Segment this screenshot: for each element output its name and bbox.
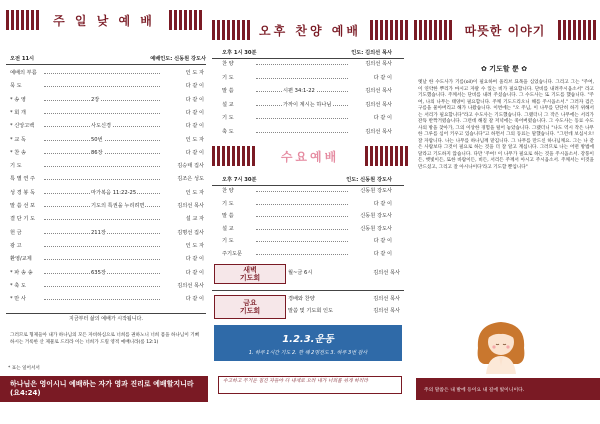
afternoon-order-item-person: 김의선 목사 [365, 128, 392, 135]
wednesday-header [222, 177, 392, 184]
afternoon-order-item-person: 다 같 이 [373, 115, 392, 121]
wednesday-order-item-person: 신동원 강도사 [360, 213, 392, 219]
story-subtitle: 기도할 뿐 [489, 65, 519, 73]
sunday-order-row [10, 70, 204, 77]
life-worship-note: 지금부터 삶의 예배가 시작됩니다. [69, 316, 143, 322]
friday-prayer-leader: 김의선 목사 [373, 308, 400, 314]
wednesday-title: 수요예배 [280, 149, 340, 164]
wednesday-order-leader-dots [256, 201, 348, 205]
afternoon-order-item-person: 김의선 목사 [365, 88, 392, 94]
sunday-order-item-label: 결 단 기 도 [10, 216, 35, 223]
sunday-order-row [10, 256, 204, 263]
flower-icon: ✿ [521, 65, 528, 73]
sunday-order-item-person: 다 같 이 [185, 83, 204, 90]
afternoon-order-item-label: 기 도 [222, 115, 234, 121]
sunday-order-row [10, 150, 204, 157]
wednesday-order-row [222, 213, 392, 220]
sunday-order-leader-dots [44, 283, 160, 287]
sunday-order-item-detail: 마가복음 11:22-25 [91, 189, 137, 196]
sunday-order-item-label: * 축 도 [10, 282, 26, 289]
sunday-title: 주 일 낮 예 배 [53, 13, 155, 28]
sunday-order-item-person: 인 도 자 [185, 70, 204, 76]
sunday-order-item-person: 김승태 집사 [177, 163, 204, 170]
wednesday-order-item-label: 주기도문 [222, 250, 243, 257]
sunday-order-leader-dots [44, 97, 160, 101]
sunday-order-item-label: * 만 사 [10, 296, 26, 303]
sunday-header [10, 56, 206, 63]
sunday-order-row [10, 243, 204, 250]
sunday-order-row [10, 110, 204, 117]
sunday-order-leader-dots [44, 296, 160, 300]
dawn-prayer-row [288, 270, 400, 277]
sunday-order-row [10, 176, 204, 183]
afternoon-order-row [222, 75, 392, 82]
afternoon-order-item-detail: 시편 34:1-22 [283, 88, 315, 94]
afternoon-order-row [222, 61, 392, 68]
wednesday-order-leader-dots [256, 238, 348, 242]
sunday-order-leader-dots [44, 176, 160, 180]
sunday-order-item-person: 설 교 자 [185, 216, 204, 223]
wednesday-order-item-label: 설 교 [222, 225, 234, 232]
story-subtitle-wrap [408, 64, 600, 74]
sunday-order-item-label: * 회 개 [10, 109, 26, 116]
sunday-order-row [10, 97, 204, 104]
wednesday-order-leader-dots [256, 226, 348, 230]
sunday-order-item-person: 김명선 집사 [177, 229, 204, 236]
sunday-order-item-person: 다 같 이 [185, 149, 204, 156]
sunday-order-item-person: 인 도 자 [185, 242, 204, 249]
dawn-label-line2: 기도회 [239, 274, 261, 282]
sunday-order-row [10, 163, 204, 170]
sunday-leader: 예배인도: 신동원 강도사 [150, 56, 206, 62]
sunday-order-item-label: * 송 영 [10, 96, 26, 103]
sunday-order-item-label: 예배의 부름 [10, 70, 37, 76]
sunday-order-item-detail: 50번 [91, 136, 103, 143]
wednesday-order-leader-dots [256, 251, 348, 255]
wednesday-order-item-label: 말 씀 [222, 213, 234, 219]
sunday-divider-bottom [6, 313, 206, 314]
sunday-order-item-person: 다 같 이 [185, 256, 204, 263]
sunday-order-item-label: * 신앙고백 [10, 123, 35, 130]
flower-icon: ✿ [480, 65, 487, 73]
banner-stripes-left [6, 10, 39, 30]
sunday-order-row [10, 190, 204, 197]
sunday-order-leader-dots [44, 83, 160, 87]
sunday-order-row [10, 283, 204, 290]
romans-paragraph: 그러므로 형제들아 내가 하나님의 모든 자비하심으로 너희를 권하노니 너희 몸을 하나님이 기뻐하시는 거룩한 산 제물로 드리라 이는 너희가 드릴 영적 예배니라(롬 12:1) [10, 333, 200, 345]
wednesday-order-item-person: 다 같 이 [373, 250, 392, 257]
afternoon-time: 오후 1시 30분 [222, 50, 257, 56]
wednesday-order-item-label: 기 도 [222, 200, 234, 207]
sunday-order-item-label: 헌 금 [10, 229, 22, 236]
sunday-order-item-detail: 기도의 특권을 누리려면 [91, 203, 145, 209]
sunday-order-leader-dots [44, 256, 160, 260]
psalm-verse-bar: 주의 말씀은 내 발에 등이요 내 길에 빛이니이다. [416, 378, 600, 400]
sunday-order-item-detail: 635장 [91, 269, 106, 276]
sunday-order-item-person: 김의선 목사 [177, 282, 204, 289]
sunday-order-item-label: * 찬 송 [10, 149, 26, 156]
afternoon-order-item-label: 말 씀 [222, 88, 234, 94]
banner-stripes-right [365, 146, 408, 166]
wednesday-order-row [222, 188, 392, 195]
afternoon-order-item-person: 김의선 목사 [365, 61, 392, 67]
sunday-banner [6, 10, 202, 30]
afternoon-order-item-detail: 가까이 계시는 하나님 [283, 101, 332, 108]
sunday-order-item-label: 특 별 연 주 [10, 176, 35, 183]
sunday-order-item-person: 김의선 목사 [177, 203, 204, 209]
dawn-time: 월~금 6시 [288, 270, 313, 276]
john-verse-bar: 하나님은 영이시니 예배하는 자가 영과 진리로 예배할지니라 (요4:24) [0, 376, 208, 402]
afternoon-order-leader-dots [256, 75, 348, 79]
banner-stripes-right [169, 10, 202, 30]
sunday-order-item-detail: 86장 [91, 149, 103, 156]
movement-text: 1. 하루 1시간 기도 2. 한 해 2명전도 3. 하루 3번 감사 [248, 350, 368, 356]
wednesday-order-item-label: 기 도 [222, 238, 234, 244]
friday-row-1 [288, 296, 400, 303]
wednesday-time: 오후 7시 30분 [222, 177, 257, 183]
friday-label-line1: 금요 [243, 299, 257, 307]
wednesday-order-row [222, 201, 392, 208]
afternoon-banner [212, 20, 408, 40]
afternoon-order-item-label: 기 도 [222, 74, 234, 81]
sunday-order-item-label: 환영/교제 [10, 256, 32, 263]
praying-girl-illustration [466, 318, 536, 376]
afternoon-order-row [222, 88, 392, 95]
wednesday-leader: 인도: 신동원 강도사 [346, 177, 392, 183]
sunday-order-row [10, 83, 204, 90]
friday-label-line2: 기도회 [239, 307, 261, 315]
dawn-leader: 김의선 목사 [373, 270, 400, 276]
sunday-order-leader-dots [44, 70, 160, 74]
wednesday-banner [212, 146, 408, 166]
wednesday-order-item-label: 찬 양 [222, 188, 234, 194]
sunday-order-row [10, 230, 204, 237]
afternoon-header [222, 50, 392, 57]
wednesday-order-item-person: 다 같 이 [373, 200, 392, 207]
sunday-order-item-detail: 사도신경 [91, 123, 112, 130]
friday-prayer: 말씀 및 기도회 인도 [288, 308, 334, 314]
stand-note: * 표는 일어서서 [8, 366, 40, 371]
sunday-order-item-label: * 파 송 송 [10, 269, 33, 276]
wednesday-order-item-person: 신동원 강도사 [360, 188, 392, 194]
banner-stripes-right [558, 20, 596, 40]
sunday-order-item-person: 다 같 이 [185, 269, 204, 276]
wednesday-order-row [222, 251, 392, 258]
afternoon-order-leader-dots [256, 115, 348, 119]
sunday-order-row [10, 296, 204, 303]
afternoon-order-row [222, 102, 392, 109]
wednesday-order-item-person: 다 같 이 [373, 238, 392, 244]
afternoon-title: 오후 찬양 예배 [259, 23, 361, 38]
afternoon-order-row [222, 115, 392, 122]
prayer-divider [212, 290, 404, 291]
wednesday-order-leader-dots [256, 188, 348, 192]
afternoon-order-row [222, 129, 392, 136]
dawn-label-line1: 새벽 [243, 266, 257, 274]
story-banner [414, 20, 596, 40]
sunday-order-item-person: 다 같 이 [185, 109, 204, 116]
story-column [408, 0, 600, 424]
matthew-quote: 수고하고 무거운 짐진 자들아 다 내게로 오라 내가 너희를 쉬게 하리라 [218, 376, 402, 394]
sunday-order-item-label: 기 도 [10, 163, 22, 170]
story-text: 옛날 한 수도사가 기름(oil)이 필요하여 올리브 묘목을 심었습니다. 그리고 그는 "주여, 이 연약한 뿌리가 마시고 자랄 수 있는 비가 필요합니다. 단비를 내려주시옵소서" 라고 기도했습니다. 주께서는 단비를 내려 주셨습니다. 그 수도사는 또 기도를 했습니다. "주여, 나의 나무는 태양이 필요합니다. 주께 기도드리오니 해를 주시옵소서." 그러자 검은 구름을 물아버리고 해가 나왔습니다. 이번에는 "오 주님, 이 나무를 단단히 하기 위해서는 서리가 필요합니다"라고 수도사는 기도했습니다. 그랬더니 그 작은 나무에는 서리가 잔뜩 반짝거렸습니다. 그런데 해질 갈 저녁에는 죽어버렸습니다. 그 수도사는 동료 수도사의 방을 찾아가, 그의 이상한 경험을 털어 놓았습니다. 그랬더니 "나도 역시 작은 나무 한 그루를 심어 키우고 있습니다"고 하면서 그의 동료는 말했습니다. "그런데 보십시오! 잘 자랍니다. 나는 나무를 하나님께 맡깁니다. 그 나무를 만드신 하나님께요. 그는 나 같은 사람보다 그것이 필요로 하는 것을 더 잘 알고 계십니다. 그러므로 나는 어떤 방법에 달라고 기도하지 않습니다. 다만 '주여! 이 나무가 필요로 하는 것을 주시옵소서. 강풍이든, 햇빛이든, 또한 바람이든, 비든, 서리든 주께서 아시고 주시옵소서. 주께서는 이것을 만드셨고, 그리고 잘 아시나이다'라고 기도할 뿐입니다" [418, 80, 594, 170]
sunday-order-leader-dots [44, 163, 160, 167]
afternoon-divider [212, 58, 404, 59]
afternoon-order-item-label: 찬 양 [222, 61, 234, 67]
wednesday-divider [212, 185, 404, 186]
story-title: 따뜻한 이야기 [464, 23, 546, 38]
sunday-order-row [10, 123, 204, 130]
sunday-time: 오전 11시 [10, 56, 35, 62]
dawn-prayer-label [214, 264, 286, 284]
sunday-order-item-label: 성 경 봉 독 [10, 189, 35, 196]
sunday-order-row [10, 137, 204, 144]
banner-stripes-left [414, 20, 452, 40]
sunday-order-row [10, 270, 204, 277]
sunday-order-item-label: 묵 도 [10, 83, 22, 90]
sunday-divider [6, 64, 206, 65]
afternoon-column [208, 0, 408, 424]
sunday-order-item-person: 다 같 이 [185, 296, 204, 303]
sunday-order-row [10, 203, 204, 210]
sunday-order-item-person: 인 도 자 [185, 136, 204, 143]
banner-stripes-right [370, 20, 408, 40]
friday-row-2 [288, 308, 400, 315]
afternoon-order-item-person: 김의선 목사 [365, 101, 392, 108]
friday-prayer-label [214, 295, 286, 319]
sunday-order-item-detail: 2장 [91, 96, 100, 103]
sunday-order-item-person: 김조은 성도 [177, 176, 204, 183]
sunday-order-item-detail: 211장 [91, 229, 106, 236]
wednesday-order-row [222, 238, 392, 245]
banner-stripes-left [212, 146, 255, 166]
afternoon-order-leader-dots [256, 61, 348, 65]
banner-stripes-left [212, 20, 250, 40]
friday-worship: 경배와 찬양 [288, 296, 315, 302]
sunday-order-item-person: 다 같 이 [185, 96, 204, 103]
sunday-order-item-person: 인 도 자 [185, 189, 204, 196]
afternoon-order-item-person: 다 같 이 [373, 74, 392, 81]
movement-box [214, 325, 402, 361]
wednesday-order-row [222, 226, 392, 233]
afternoon-order-item-label: 축 도 [222, 128, 234, 135]
friday-worship-leader: 김의선 목사 [373, 296, 400, 302]
afternoon-order-leader-dots [256, 129, 348, 133]
sunday-order-leader-dots [44, 243, 160, 247]
afternoon-order-item-label: 설 교 [222, 101, 234, 108]
movement-title: 1.2.3.운동 [282, 334, 334, 345]
sunday-order-item-label: * 교 독 [10, 136, 26, 143]
sunday-service-column [0, 0, 208, 424]
sunday-order-leader-dots [44, 110, 160, 114]
sunday-order-item-person: 다 같 이 [185, 123, 204, 130]
afternoon-leader: 인도: 김의선 목사 [351, 50, 392, 56]
wednesday-order-leader-dots [256, 213, 348, 217]
sunday-order-leader-dots [44, 216, 160, 220]
sunday-order-row [10, 216, 204, 223]
sunday-order-item-label: 광 고 [10, 242, 22, 249]
sunday-order-item-label: 말 씀 선 포 [10, 203, 35, 209]
wednesday-order-item-person: 신동원 강도사 [360, 225, 392, 232]
